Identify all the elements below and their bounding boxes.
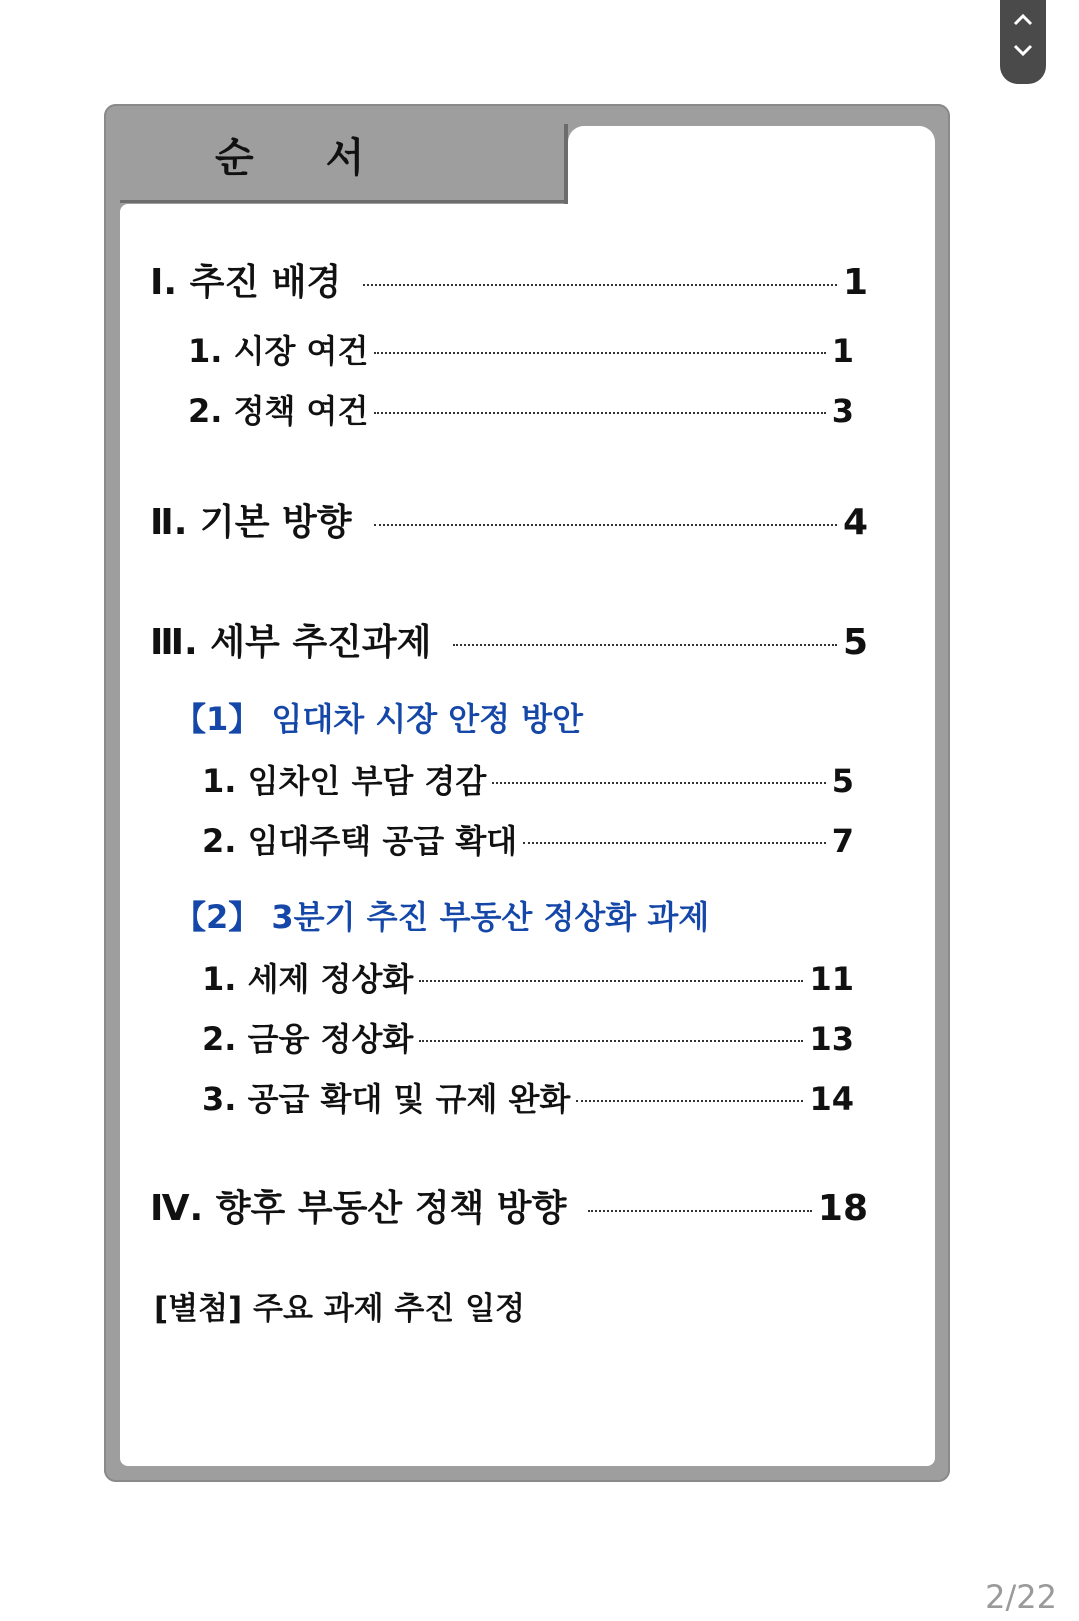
toc-entry-sub1-1[interactable] (202, 756, 854, 802)
toc-entry-sub1-2[interactable] (202, 816, 854, 862)
toc-entry-page: 3 (831, 392, 854, 430)
toc-appendix[interactable]: [별첨] 주요 과제 추진 일정 (154, 1291, 525, 1327)
toc-entry-page: 5 (842, 622, 868, 663)
toc-entry-label: 2. 금융 정상화 (202, 1020, 414, 1058)
toc-entry-label: 1. 시장 여건 (188, 332, 369, 370)
toc-entry-sec3[interactable] (150, 614, 868, 665)
tab-divider (120, 200, 568, 203)
toc-entry-sec4[interactable] (150, 1180, 868, 1231)
leader-dots (374, 412, 825, 414)
toc-entry-sub2-2[interactable] (202, 1014, 854, 1060)
toc-title-char-2: 서 (325, 135, 365, 181)
toc-entry-label: 1. 세제 정상화 (202, 960, 414, 998)
toc-entry-label: Ⅰ. 추진 배경 (150, 262, 342, 303)
toc-entry-page: 11 (809, 960, 854, 998)
toc-entry-sec1-2[interactable] (188, 386, 854, 432)
leader-dots (374, 524, 837, 526)
toc-entry-label: Ⅱ. 기본 방향 (150, 502, 352, 543)
chevron-up-icon (1012, 12, 1034, 28)
toc-entry-sub2-1[interactable] (202, 954, 854, 1000)
page-counter: 2/22 (985, 1578, 1057, 1616)
toc-entry-sec2[interactable] (150, 494, 868, 545)
leader-dots (588, 1210, 812, 1212)
toc-subheading-1[interactable]: 【1】 임대차 시장 안정 방안 (174, 700, 584, 738)
leader-dots (576, 1100, 803, 1102)
leader-dots (453, 644, 837, 646)
toc-entry-page: 14 (809, 1080, 854, 1118)
chevron-down-icon (1012, 42, 1034, 58)
toc-entry-label: 2. 정책 여건 (188, 392, 369, 430)
toc-subheading-2[interactable]: 【2】 3분기 추진 부동산 정상화 과제 (174, 898, 710, 936)
toc-entry-label: 2. 임대주택 공급 확대 (202, 822, 518, 860)
toc-entry-page: 18 (817, 1188, 868, 1229)
toc-title-char-1: 순 (215, 135, 254, 181)
toc-entry-label: Ⅳ. 향후 부동산 정책 방향 (150, 1188, 567, 1229)
toc-entry-page: 7 (831, 822, 854, 860)
toc-title (215, 126, 436, 183)
leader-dots (492, 782, 826, 784)
toc-entry-sub2-3[interactable] (202, 1074, 854, 1120)
toc-entry-label: Ⅲ. 세부 추진과제 (150, 622, 432, 663)
toc-entry-page: 5 (831, 762, 854, 800)
toc-entry-page: 1 (831, 332, 854, 370)
toc-entry-sec1[interactable] (150, 254, 868, 305)
page-nav (1000, 0, 1046, 84)
toc-entry-page: 1 (842, 262, 868, 303)
leader-dots (523, 842, 826, 844)
leader-dots (374, 352, 825, 354)
toc-entry-page: 13 (809, 1020, 854, 1058)
toc-entry-page: 4 (842, 502, 868, 543)
toc-panel-top (568, 126, 935, 216)
toc-entry-sec1-1[interactable] (188, 326, 854, 372)
leader-dots (363, 284, 837, 286)
toc-entry-label: 3. 공급 확대 및 규제 완화 (202, 1080, 571, 1118)
tab-edge (564, 124, 568, 204)
leader-dots (419, 980, 803, 982)
next-page-button[interactable] (1000, 30, 1046, 70)
leader-dots (419, 1040, 803, 1042)
toc-entry-label: 1. 임차인 부담 경감 (202, 762, 487, 800)
